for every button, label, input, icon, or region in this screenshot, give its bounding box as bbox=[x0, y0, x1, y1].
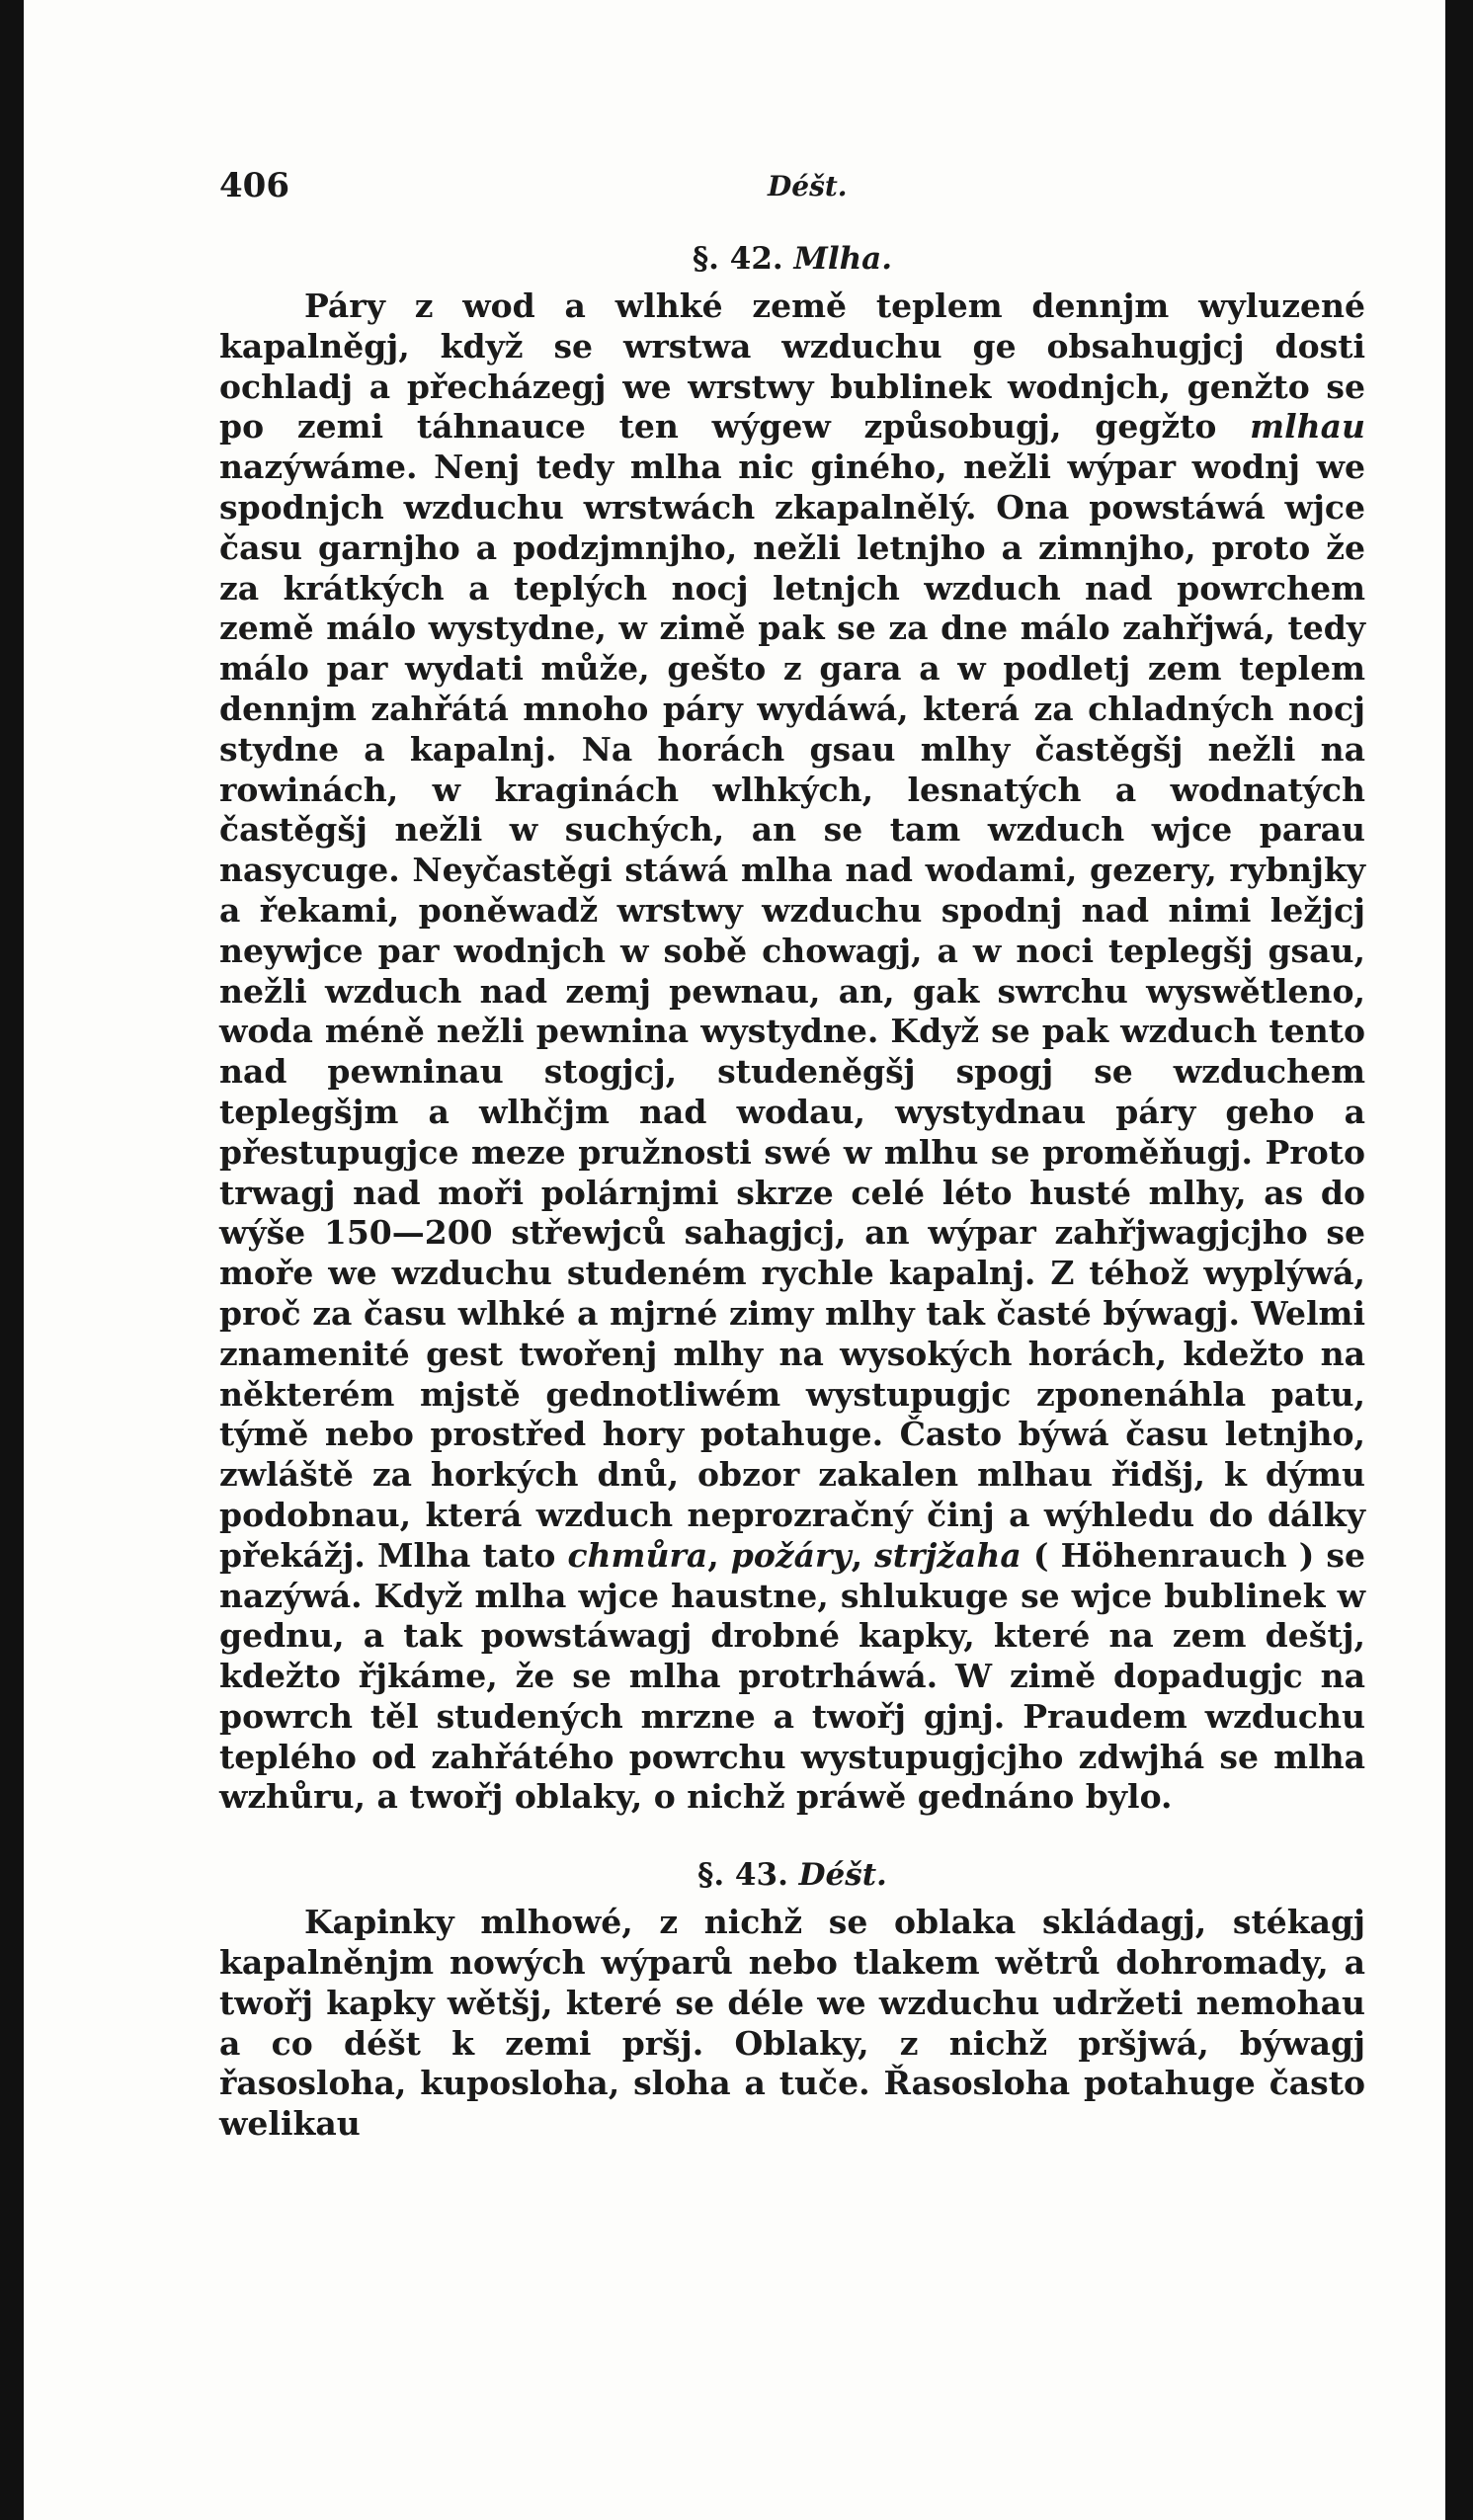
section-number: §. 42. bbox=[692, 241, 783, 277]
keyword-strjzaha: strjžaha bbox=[874, 1535, 1022, 1575]
paragraph-dest: Kapinky mlhowé, z nichž se oblaka skládagj, stékagj kapalněnjm nowých wýparů nebo tlakem wětrů dohromady, a twořj kapky wětšj, které se déle we wzduchu udržeti nemohau a co déšt k zemi pršj. Oblaky, z nichž pršjwá, býwagj řasosloha, kuposloha, sloha a tuče. Řasosloha potahuge často welikau bbox=[219, 1903, 1365, 2144]
scan-border-left bbox=[0, 0, 24, 2520]
scan-border-right bbox=[1445, 0, 1473, 2520]
section-heading-43 bbox=[219, 1851, 1365, 1903]
section-number: §. 43. bbox=[697, 1857, 788, 1894]
keyword-mlhau: mlhau bbox=[1250, 407, 1365, 447]
body-text bbox=[219, 235, 1365, 2145]
running-head: Déšt. bbox=[768, 170, 848, 203]
paragraph-mlha: Páry z wod a wlhké země teplem dennjm wyluzené kapalněgj, když se wrstwa wzduchu ge obsahugjcj dosti ochladj a přecházegj we wrstwy bublinek wodnjch, genžto se po zemi táhnauce ten wýgew způsobugj, gegžto mlhau nazýwáme. Nenj tedy mlha nic giného, nežli wýpar wodnj we spodnjch wzduchu wrstwách zkapalnělý. Ona powstáwá wjce času garnjho a podzjmnjho, nežli letnjho a zimnjho, proto že za krátkých a teplých nocj letnjch wzduch nad powrchem země málo wystydne, w zimě pak se za dne málo zahřjwá, tedy málo par wydati může, gešto z gara a w podletj zem teplem dennjm zahřátá mnoho páry wydáwá, která za chladných nocj stydne a kapalnj. Na horách gsau mlhy častěgšj nežli na rowinách, w kraginách wlhkých, lesnatých a wodnatých častěgšj nežli w suchých, an se tam wzduch wjce parau nasycuge. Neyčastěgi stáwá mlha nad wodami, gezery, rybnjky a řekami, poněwadž wrstwy wzduchu spodnj nad nimi ležjcj neywjce par wodnjch w sobě chowagj, a w noci teplegšj gsau, nežli wzduch nad zemj pewnau, an, gak swrchu wyswětleno, woda méně nežli pewnina wystydne. Když se pak wzduch tento nad pewninau stogjcj, studeněgšj spogj se wzduchem teplegšjm a wlhčjm nad wodau, wystydnau páry geho a přestupugjce meze pružnosti swé w mlhu se proměňugj. Proto trwagj nad moři polárnjmi skrze celé léto husté mlhy, as do wýše 150—200 střewjců sahagjcj, an wýpar zahřjwagjcjho se moře we wzduchu studeném rychle kapalnj. Z téhož wyplýwá, proč za času wlhké a mjrné zimy mlhy tak časté býwagj. Welmi znamenité gest twořenj mlhy na wysokých horách, kdežto na některém mjstě gednotliwém wystupugjc zponenáhla patu, týmě nebo prostřed hory potahuge. Často býwá času letnjho, zwláště za horkých dnů, obzor zakalen mlhau řidšj, k dýmu podobnau, která wzduch neprozračný činj a wýhledu do dálky překážj. Mlha tato chmůra, požáry, strjžaha ( Höhenrauch ) se nazýwá. Když mlha wjce haustne, shlukuge se wjce bublinek w gednu, a tak powstáwagj drobné kapky, které na zem deštj, kdežto řjkáme, že se mlha protrháwá. W zimě dopadugjc na powrch těl studených mrzne a twořj gjnj. Praudem wzduchu teplého od zahřátého powrchu wystupugjcjho zdwjhá se mlha wzhůru, a twořj oblaky, o nichž práwě gednáno bylo. bbox=[219, 286, 1365, 1817]
book-page bbox=[24, 0, 1445, 2520]
section-heading-42 bbox=[219, 235, 1365, 286]
section-title: Déšt. bbox=[798, 1857, 887, 1894]
section-title: Mlha. bbox=[793, 241, 893, 277]
page-header bbox=[219, 166, 1365, 215]
page-number: 406 bbox=[219, 166, 289, 205]
keyword-chmura: chmůra bbox=[567, 1535, 708, 1575]
keyword-pozary: požáry bbox=[730, 1535, 852, 1575]
